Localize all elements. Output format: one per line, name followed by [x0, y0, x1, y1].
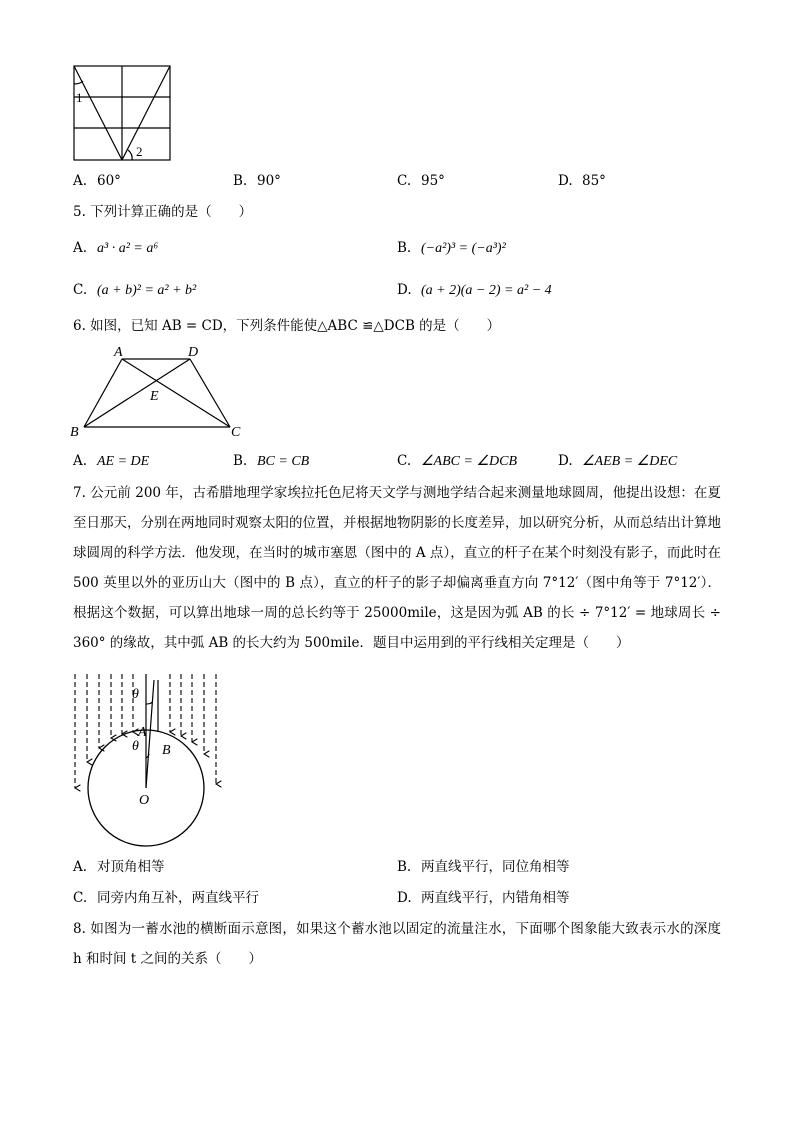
q8-stem: 8. 如图为一蓄水池的横断面示意图，如果这个蓄水池以固定的流量注水，下面哪个图象能大致表示水的深度 h 和时间 t 之间的关系（ ） [73, 921, 721, 967]
option-letter: D. [558, 453, 573, 469]
point-label-o: O [139, 793, 150, 808]
q7-option-c[interactable] [73, 888, 259, 908]
q5-option-c[interactable] [73, 280, 196, 301]
q7-option-b[interactable] [397, 857, 570, 877]
radius-ob [146, 680, 154, 788]
option-letter: C. [73, 890, 88, 906]
option-text: ∠ABC = ∠DCB [421, 454, 517, 469]
option-text: 两直线平行，同位角相等 [421, 859, 570, 875]
point-label-a: A [138, 725, 147, 740]
option-letter: B. [397, 859, 412, 875]
q6-stem: 6. 如图，已知 AB = CD，下列条件能使△ABC ≌△DCB 的是（ ） [73, 318, 501, 334]
segment-ab [84, 359, 122, 427]
grid-diag-left [74, 66, 122, 160]
q7-earth-figure [66, 670, 226, 850]
q5-option-d[interactable] [397, 280, 552, 301]
option-letter: A. [73, 173, 88, 189]
q7-option-d[interactable] [397, 888, 570, 908]
option-text: BC = CB [257, 454, 310, 469]
theta-label-bottom: θ [132, 739, 139, 754]
option-letter: D. [558, 173, 573, 189]
theta-arc-top [146, 702, 152, 704]
option-letter: A. [73, 859, 88, 875]
q4-option-d[interactable] [558, 171, 606, 191]
option-text: (a + b)² = a² + b² [97, 283, 197, 298]
angle-arc-2 [128, 150, 132, 160]
q6-option-c[interactable] [397, 451, 517, 472]
segment-dc [190, 359, 230, 427]
q7-stem: 7. 公元前 200 年，古希腊地理学家埃拉托色尼将天文学与测地学结合起来测量地球圆周，他提出设想：在夏至日那天，分别在两地同时观察太阳的位置，并根据地物阴影的长度差异，加以研究分析，从而总结出计算地球圆周的科学方法．他发现，在当时的城市塞恩（图中的 A 点），直立的杆子在某个时刻没有影子，而此时在 500 英里以外的亚历山大（图中的 B 点），直立的杆子的影子却偏离垂直方向 7°12′（图中角等于 7°12′）．根据这个数据，可以算出地球一周的总长约等于 25000mile，这是因为弧 AB 的长 ÷ 7°12′ = 地球周长 ÷ 360° 的缘故，其中弧 AB 的长大约为 500mile．题目中运用到的平行线相关定理是（ ） [73, 485, 721, 651]
option-letter: D. [397, 890, 412, 906]
option-letter: C. [73, 282, 88, 298]
point-label-c: C [231, 425, 241, 440]
option-letter: B. [233, 453, 248, 469]
option-text: AE = DE [97, 454, 150, 469]
option-text: 90° [257, 173, 281, 189]
option-text: (a + 2)(a − 2) = a² − 4 [421, 283, 552, 298]
option-text: ∠AEB = ∠DEC [582, 454, 678, 469]
q5-option-a[interactable] [73, 238, 158, 259]
option-text: a³ · a² = a⁶ [97, 241, 159, 256]
point-label-b: B [162, 743, 171, 758]
grid-diag-right [122, 66, 170, 160]
option-text: 60° [97, 173, 121, 189]
segment-db [84, 359, 190, 427]
option-letter: B. [397, 240, 412, 256]
point-label-e: E [150, 389, 159, 404]
q7-option-a[interactable] [73, 857, 165, 877]
point-label-b: B [70, 425, 79, 440]
q4-grid-figure [70, 62, 174, 164]
option-letter: D. [397, 282, 412, 298]
point-label-a: A [114, 345, 123, 360]
segment-ac [122, 359, 230, 427]
option-text: 95° [421, 173, 445, 189]
q4-option-a[interactable] [73, 171, 121, 191]
q6-option-a[interactable] [73, 451, 149, 472]
q6-option-b[interactable] [233, 451, 309, 472]
option-letter: C. [397, 453, 412, 469]
option-text: 对顶角相等 [97, 859, 165, 875]
option-text: 85° [582, 173, 606, 189]
q4-option-b[interactable] [233, 171, 281, 191]
point-label-d: D [188, 345, 199, 360]
option-letter: B. [233, 173, 248, 189]
option-text: 同旁内角互补，两直线平行 [97, 890, 259, 906]
q5-stem: 5. 下列计算正确的是（ ） [73, 204, 253, 220]
option-letter: A. [73, 240, 88, 256]
angle-label-2: 2 [136, 144, 143, 159]
angle-arc-1 [74, 81, 83, 84]
theta-label-top: θ [132, 687, 139, 702]
option-text: 两直线平行，内错角相等 [421, 890, 570, 906]
option-text: (−a²)³ = (−a³)² [421, 241, 506, 256]
option-letter: A. [73, 453, 88, 469]
q6-triangle-figure [68, 342, 248, 442]
option-letter: C. [397, 173, 412, 189]
q5-option-b[interactable] [397, 238, 506, 259]
q6-option-d[interactable] [558, 451, 677, 472]
q4-option-c[interactable] [397, 171, 445, 191]
angle-label-1: 1 [76, 90, 83, 105]
